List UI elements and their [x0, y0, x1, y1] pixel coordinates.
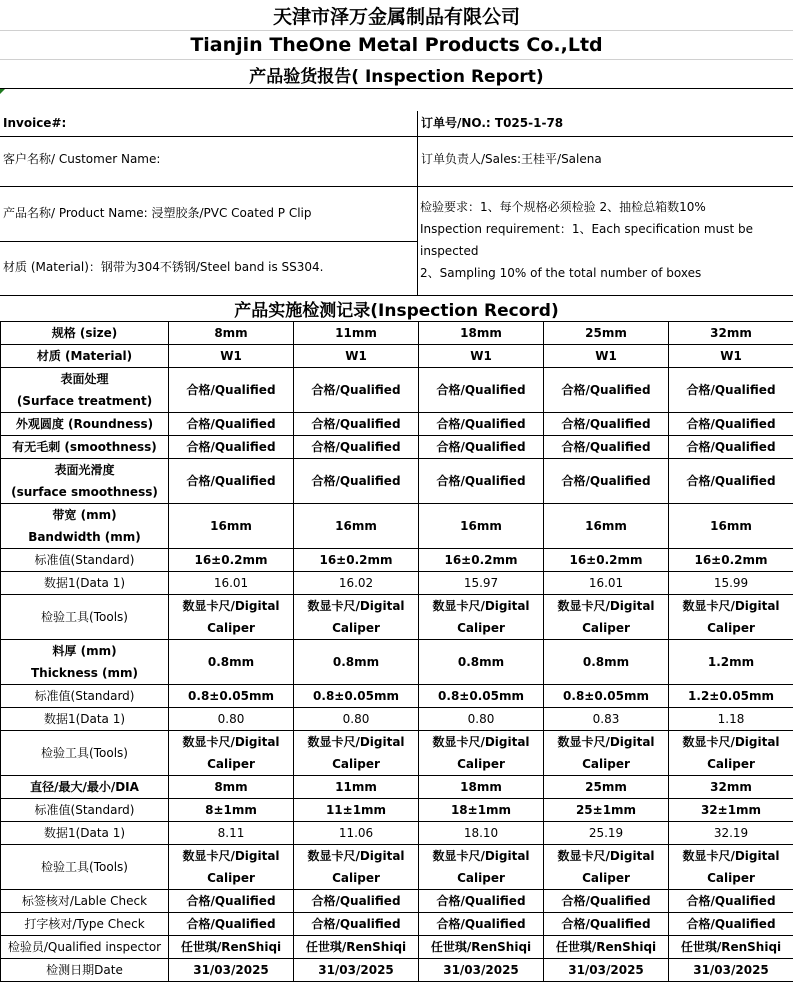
table-cell [294, 731, 419, 776]
table-row [1, 731, 793, 776]
inspection-record-title: 产品实施检测记录(Inspection Record) [0, 295, 793, 322]
table-cell: 合格/Qualified [169, 413, 294, 436]
table-cell: 合格/Qualified [669, 890, 793, 913]
inspection-requirement-line: 2、Sampling 10% of the total number of boxes [420, 262, 701, 284]
table-cell [294, 595, 419, 640]
table-cell: 0.83 [544, 708, 669, 731]
table-cell [419, 595, 544, 640]
row-label-line: 检测日期Date [1, 959, 168, 981]
sales-person: 订单负责人/Sales:王桂平/Salena [421, 148, 602, 170]
table-cell [419, 731, 544, 776]
row-label [1, 413, 169, 436]
table-cell: 16mm [669, 504, 793, 549]
table-cell: 32.19 [669, 822, 793, 845]
row-label-line: 规格 (size) [1, 322, 168, 344]
row-label [1, 799, 169, 822]
table-cell: 合格/Qualified [544, 913, 669, 936]
table-cell: 16.01 [544, 572, 669, 595]
cell-line: Caliper [294, 867, 418, 889]
table-cell: 1.2±0.05mm [669, 685, 793, 708]
info-divider [0, 241, 417, 242]
cell-line: Caliper [419, 753, 543, 775]
table-cell: 合格/Qualified [669, 913, 793, 936]
table-cell: 合格/Qualified [419, 413, 544, 436]
row-label-line: 检验工具(Tools) [1, 742, 168, 764]
row-label-line: 外观圆度 (Roundness) [1, 413, 168, 435]
table-cell: 0.80 [419, 708, 544, 731]
row-label-line: 表面光滑度 [1, 459, 168, 481]
cell-line: Caliper [544, 753, 668, 775]
row-label [1, 685, 169, 708]
table-cell: 合格/Qualified [294, 413, 419, 436]
table-cell: 15.99 [669, 572, 793, 595]
table-cell [544, 595, 669, 640]
cell-line: Caliper [544, 617, 668, 639]
table-cell: 0.8±0.05mm [169, 685, 294, 708]
table-cell: 合格/Qualified [544, 413, 669, 436]
cell-marker-icon [0, 89, 5, 94]
table-cell: 16.02 [294, 572, 419, 595]
row-label-line: 标签核对/Lable Check [1, 890, 168, 912]
table-cell: 合格/Qualified [169, 436, 294, 459]
cell-line: 数显卡尺/Digital [669, 845, 793, 867]
table-cell: 0.8mm [544, 640, 669, 685]
row-label-line: 检验工具(Tools) [1, 606, 168, 628]
row-label [1, 959, 169, 982]
table-cell: 8mm [169, 322, 294, 345]
table-cell: 合格/Qualified [419, 436, 544, 459]
table-cell: 合格/Qualified [169, 890, 294, 913]
row-label-line: 料厚 (mm) [1, 640, 168, 662]
table-cell [544, 845, 669, 890]
table-row [1, 413, 793, 436]
table-cell: 16±0.2mm [669, 549, 793, 572]
table-row [1, 595, 793, 640]
table-cell: 16±0.2mm [544, 549, 669, 572]
cell-line: 数显卡尺/Digital [294, 845, 418, 867]
material-info: 材质 (Material)：钢带为304不锈钢/Steel band is SS304. [3, 256, 323, 278]
table-row [1, 799, 793, 822]
table-row [1, 436, 793, 459]
row-label-line: 标准值(Standard) [1, 549, 168, 571]
table-cell: 25±1mm [544, 799, 669, 822]
table-cell: 合格/Qualified [169, 368, 294, 413]
table-cell: 0.8mm [294, 640, 419, 685]
product-name: 产品名称/ Product Name: 浸塑胶条/PVC Coated P Clip [3, 202, 312, 224]
cell-line: 数显卡尺/Digital [419, 595, 543, 617]
row-label [1, 549, 169, 572]
row-label-line: 标准值(Standard) [1, 799, 168, 821]
table-cell [669, 595, 793, 640]
table-cell: 16mm [544, 504, 669, 549]
table-cell: 合格/Qualified [294, 890, 419, 913]
table-cell: 合格/Qualified [544, 436, 669, 459]
table-cell: 16mm [419, 504, 544, 549]
row-label-line: (surface smoothness) [1, 481, 168, 503]
row-label [1, 595, 169, 640]
row-label-line: 数据1(Data 1) [1, 572, 168, 594]
cell-line: Caliper [669, 617, 793, 639]
row-label-line: 数据1(Data 1) [1, 822, 168, 844]
cell-line: 数显卡尺/Digital [169, 595, 293, 617]
table-cell: 11mm [294, 322, 419, 345]
table-cell: 32mm [669, 776, 793, 799]
table-cell: 31/03/2025 [169, 959, 294, 982]
cell-line: 数显卡尺/Digital [669, 731, 793, 753]
table-cell: 18.10 [419, 822, 544, 845]
table-cell: 0.80 [169, 708, 294, 731]
table-cell [669, 731, 793, 776]
table-cell: 0.8mm [169, 640, 294, 685]
table-cell: 合格/Qualified [169, 913, 294, 936]
table-row [1, 959, 793, 982]
row-label [1, 504, 169, 549]
cell-line: 数显卡尺/Digital [294, 731, 418, 753]
cell-line: Caliper [294, 753, 418, 775]
row-label-line: 材质 (Material) [1, 345, 168, 367]
table-cell: 31/03/2025 [544, 959, 669, 982]
table-cell [294, 845, 419, 890]
table-cell: 合格/Qualified [294, 368, 419, 413]
table-cell: 8±1mm [169, 799, 294, 822]
table-cell: 任世琪/RenShiqi [544, 936, 669, 959]
cell-line: 数显卡尺/Digital [544, 731, 668, 753]
cell-line: 数显卡尺/Digital [669, 595, 793, 617]
row-label [1, 368, 169, 413]
table-cell: 16±0.2mm [169, 549, 294, 572]
table-cell: 18mm [419, 776, 544, 799]
table-cell: 1.2mm [669, 640, 793, 685]
cell-line: 数显卡尺/Digital [419, 845, 543, 867]
cell-line: 数显卡尺/Digital [544, 845, 668, 867]
table-row [1, 822, 793, 845]
table-row [1, 640, 793, 685]
inspection-record-table [0, 321, 793, 982]
cell-line: 数显卡尺/Digital [169, 845, 293, 867]
table-cell: W1 [669, 345, 793, 368]
cell-line: Caliper [419, 617, 543, 639]
row-label-line: 数据1(Data 1) [1, 708, 168, 730]
table-cell [169, 731, 294, 776]
table-cell: 25mm [544, 776, 669, 799]
table-cell: 合格/Qualified [419, 459, 544, 504]
table-cell: W1 [294, 345, 419, 368]
company-name-cn: 天津市泽万金属制品有限公司 [0, 0, 793, 31]
table-row [1, 708, 793, 731]
cell-line: 数显卡尺/Digital [419, 731, 543, 753]
table-cell: 32±1mm [669, 799, 793, 822]
row-label-line: Bandwidth (mm) [1, 526, 168, 548]
table-cell: 0.8±0.05mm [544, 685, 669, 708]
cell-line: Caliper [169, 867, 293, 889]
row-label [1, 640, 169, 685]
table-row [1, 504, 793, 549]
row-label [1, 572, 169, 595]
row-label [1, 913, 169, 936]
table-cell: 11.06 [294, 822, 419, 845]
cell-line: Caliper [169, 617, 293, 639]
row-label [1, 845, 169, 890]
invoice-label: Invoice#: [3, 112, 66, 134]
info-divider [417, 111, 418, 295]
table-cell: 16.01 [169, 572, 294, 595]
inspection-requirement-line: Inspection requirement：1、Each specification must be [420, 218, 753, 240]
cell-line: Caliper [419, 867, 543, 889]
cell-line: 数显卡尺/Digital [169, 731, 293, 753]
row-label-line: 打字核对/Type Check [1, 913, 168, 935]
table-cell: 16mm [169, 504, 294, 549]
table-cell: 合格/Qualified [669, 413, 793, 436]
table-row [1, 890, 793, 913]
row-label-line: 表面处理 [1, 368, 168, 390]
table-row [1, 776, 793, 799]
table-cell: 0.8±0.05mm [419, 685, 544, 708]
row-label [1, 708, 169, 731]
table-cell [169, 845, 294, 890]
table-row [1, 845, 793, 890]
table-cell: 31/03/2025 [669, 959, 793, 982]
table-cell: 25mm [544, 322, 669, 345]
table-cell: 任世琪/RenShiqi [669, 936, 793, 959]
table-row [1, 322, 793, 345]
table-cell: 32mm [669, 322, 793, 345]
report-title: 产品验货报告( Inspection Report) [0, 60, 793, 89]
cell-line: Caliper [294, 617, 418, 639]
table-cell: 合格/Qualified [669, 459, 793, 504]
table-row [1, 572, 793, 595]
row-label [1, 822, 169, 845]
table-cell: 0.8±0.05mm [294, 685, 419, 708]
row-label-line: 带宽 (mm) [1, 504, 168, 526]
table-cell: 合格/Qualified [419, 890, 544, 913]
table-cell: 25.19 [544, 822, 669, 845]
info-divider [0, 136, 793, 137]
row-label-line: 直径/最大/最小/DIA [1, 776, 168, 798]
row-label [1, 731, 169, 776]
table-cell: 合格/Qualified [669, 436, 793, 459]
cell-line: 数显卡尺/Digital [544, 595, 668, 617]
table-cell: 合格/Qualified [294, 459, 419, 504]
company-name-en: Tianjin TheOne Metal Products Co.,Ltd [0, 31, 793, 60]
table-cell: 任世琪/RenShiqi [419, 936, 544, 959]
table-cell: W1 [419, 345, 544, 368]
table-cell: 合格/Qualified [169, 459, 294, 504]
table-cell [169, 595, 294, 640]
cell-line: Caliper [544, 867, 668, 889]
table-row [1, 368, 793, 413]
table-cell: 8mm [169, 776, 294, 799]
table-cell: W1 [544, 345, 669, 368]
cell-line: Caliper [669, 753, 793, 775]
table-cell: 任世琪/RenShiqi [294, 936, 419, 959]
row-label [1, 890, 169, 913]
order-number: 订单号/NO.: T025-1-78 [421, 112, 563, 134]
inspection-requirement-line: 检验要求：1、每个规格必须检验 2、抽检总箱数10% [420, 196, 706, 218]
table-cell: W1 [169, 345, 294, 368]
table-cell: 合格/Qualified [294, 436, 419, 459]
table-cell: 18±1mm [419, 799, 544, 822]
table-cell: 0.8mm [419, 640, 544, 685]
row-label-line: 标准值(Standard) [1, 685, 168, 707]
table-cell: 0.80 [294, 708, 419, 731]
order-info-block [0, 89, 793, 296]
table-cell: 16±0.2mm [294, 549, 419, 572]
table-cell: 31/03/2025 [419, 959, 544, 982]
table-cell [419, 845, 544, 890]
table-cell: 合格/Qualified [544, 459, 669, 504]
table-cell: 合格/Qualified [544, 890, 669, 913]
table-cell: 31/03/2025 [294, 959, 419, 982]
table-cell: 合格/Qualified [419, 368, 544, 413]
table-cell: 1.18 [669, 708, 793, 731]
table-cell: 合格/Qualified [419, 913, 544, 936]
table-cell: 16±0.2mm [419, 549, 544, 572]
row-label [1, 345, 169, 368]
table-cell: 任世琪/RenShiqi [169, 936, 294, 959]
info-divider [0, 186, 793, 187]
row-label-line: Thickness (mm) [1, 662, 168, 684]
table-cell: 合格/Qualified [669, 368, 793, 413]
cell-line: 数显卡尺/Digital [294, 595, 418, 617]
row-label-line: 检验工具(Tools) [1, 856, 168, 878]
table-row [1, 685, 793, 708]
table-cell [544, 731, 669, 776]
row-label-line: 检验员/Qualified inspector [1, 936, 168, 958]
table-cell: 合格/Qualified [294, 913, 419, 936]
row-label [1, 776, 169, 799]
customer-name: 客户名称/ Customer Name: [3, 148, 160, 170]
row-label-line: (Surface treatment) [1, 390, 168, 412]
table-cell: 11±1mm [294, 799, 419, 822]
inspection-requirement-line: inspected [420, 240, 479, 262]
cell-line: Caliper [669, 867, 793, 889]
cell-line: Caliper [169, 753, 293, 775]
row-label [1, 322, 169, 345]
table-cell: 18mm [419, 322, 544, 345]
table-row [1, 345, 793, 368]
table-cell: 11mm [294, 776, 419, 799]
row-label [1, 459, 169, 504]
table-row [1, 459, 793, 504]
table-cell: 15.97 [419, 572, 544, 595]
table-cell: 16mm [294, 504, 419, 549]
table-cell: 合格/Qualified [544, 368, 669, 413]
row-label-line: 有无毛刺 (smoothness) [1, 436, 168, 458]
table-row [1, 549, 793, 572]
row-label [1, 436, 169, 459]
table-row [1, 913, 793, 936]
table-cell: 8.11 [169, 822, 294, 845]
row-label [1, 936, 169, 959]
table-cell [669, 845, 793, 890]
table-row [1, 936, 793, 959]
